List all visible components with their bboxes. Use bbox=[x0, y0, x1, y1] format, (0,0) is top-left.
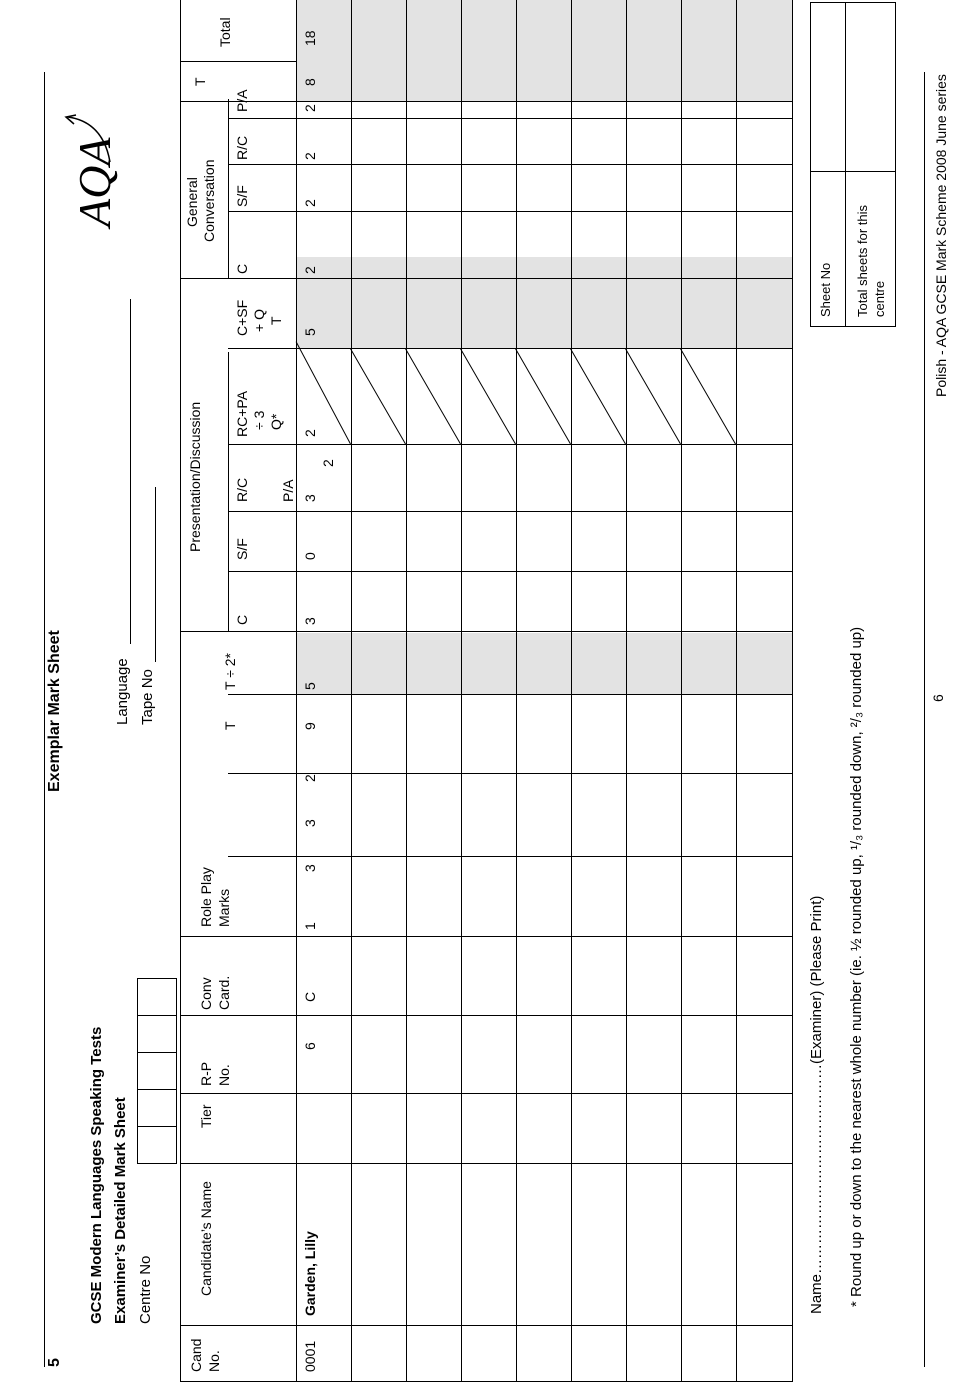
col-line bbox=[180, 1093, 792, 1094]
col-line bbox=[228, 856, 792, 857]
cell-rp-no: 6 bbox=[302, 1042, 318, 1050]
sheet-box-divider bbox=[845, 2, 846, 327]
header-line1: GCSE Modern Languages Speaking Tests bbox=[88, 1026, 105, 1324]
header-rule-left bbox=[44, 72, 45, 1367]
table-top-border bbox=[180, 0, 181, 1382]
hdr-pres-c: C bbox=[234, 614, 250, 625]
col-line bbox=[180, 278, 792, 279]
cell-rp-mark-1: 1 bbox=[302, 922, 318, 930]
hdr-presentation: Presentation/Discussion bbox=[187, 401, 203, 552]
hdr-rp-no-1: R-P bbox=[198, 1061, 214, 1086]
diagonal-slash bbox=[570, 348, 626, 444]
col-line bbox=[228, 211, 792, 212]
cell-name: Garden, Lilly bbox=[302, 1231, 318, 1316]
cell-gc-t: 8 bbox=[302, 78, 318, 86]
col-line bbox=[180, 101, 792, 102]
shade-pres-total bbox=[297, 257, 792, 349]
row-line bbox=[681, 0, 682, 1382]
hdr-pres-pa: P/A bbox=[280, 479, 296, 502]
col-line bbox=[180, 1325, 792, 1326]
row-line bbox=[461, 0, 462, 1382]
col-line bbox=[180, 631, 792, 632]
centre-no-label: Centre No bbox=[137, 1255, 154, 1324]
diagonal-slash bbox=[625, 348, 681, 444]
col-line bbox=[228, 348, 792, 349]
cell-conv-card: C bbox=[302, 991, 318, 1002]
cell-pres-pa: 2 bbox=[320, 459, 336, 467]
table-bottom-border bbox=[792, 0, 793, 1382]
hdr-pres-rcpa-3: Q* bbox=[268, 413, 284, 430]
cell-pres-rc: 3 bbox=[302, 494, 318, 502]
hdr-pres-csfq-1: C+SF bbox=[234, 299, 250, 336]
sheet-no-label: Sheet No bbox=[818, 262, 833, 317]
hdr-rp-t: T bbox=[222, 721, 238, 730]
cell-rp-t: 9 bbox=[302, 722, 318, 730]
page-number-bottom: 6 bbox=[930, 694, 946, 702]
diagonal-slash bbox=[680, 348, 736, 444]
hdr-rp-no-2: No. bbox=[216, 1064, 232, 1086]
tape-no-label: Tape No bbox=[139, 669, 156, 725]
hdr-cand-no-1: Cand bbox=[188, 1338, 204, 1372]
row-line bbox=[571, 0, 572, 1382]
shade-rp-tdiv bbox=[297, 633, 792, 695]
hdr-conv-card-1: Conv bbox=[198, 977, 214, 1010]
cell-rp-mark-3: 3 bbox=[302, 819, 318, 827]
hdr-gc-2: Conversation bbox=[201, 159, 217, 242]
col-line bbox=[228, 444, 792, 445]
hdr-role-play-2: Marks bbox=[216, 888, 232, 927]
cell-pres-sf: 0 bbox=[302, 552, 318, 560]
col-line bbox=[228, 571, 792, 572]
row-line bbox=[516, 0, 517, 1382]
gc-subheader-line bbox=[228, 99, 229, 279]
cell-gc-sf: 2 bbox=[302, 199, 318, 207]
cell-total: 18 bbox=[302, 30, 318, 46]
hdr-conv-card-2: Card. bbox=[216, 975, 232, 1010]
col-line bbox=[228, 164, 792, 165]
col-line bbox=[180, 936, 792, 937]
tape-no-field[interactable] bbox=[155, 487, 156, 662]
pres-subheader-line bbox=[228, 352, 229, 632]
cell-gc-c: 2 bbox=[302, 266, 318, 274]
centre-no-box-5[interactable] bbox=[137, 978, 177, 1016]
cell-rp-mark-4: 2 bbox=[302, 774, 318, 782]
cell-cand-no: 0001 bbox=[302, 1340, 318, 1372]
cell-rp-mark-2: 3 bbox=[302, 864, 318, 872]
hdr-gc-sf: S/F bbox=[234, 185, 250, 207]
total-sheets-label-1: Total sheets for this bbox=[855, 205, 870, 317]
col-line bbox=[228, 511, 792, 512]
row-line bbox=[351, 0, 352, 1382]
shade-gc-t bbox=[297, 0, 792, 102]
diagonal-slash bbox=[515, 348, 571, 444]
col-line bbox=[180, 1163, 792, 1164]
row-line bbox=[736, 0, 737, 1382]
header-line2: Examiner’s Detailed Mark Sheet bbox=[112, 1097, 129, 1324]
col-line bbox=[180, 1015, 792, 1016]
examiner-name-line[interactable]: Name……………………………………(Examiner) (Please Print) bbox=[808, 895, 825, 1314]
cell-gc-rc: 2 bbox=[302, 152, 318, 160]
hdr-candidate-name: Candidate’s Name bbox=[198, 1181, 214, 1296]
centre-no-box-1[interactable] bbox=[137, 1126, 177, 1164]
col-line bbox=[180, 61, 297, 62]
hdr-rp-tdiv: T ÷ 2* bbox=[222, 653, 238, 690]
aqa-logo-text: AQA bbox=[69, 137, 118, 227]
col-line bbox=[228, 118, 792, 119]
hdr-gc-c: C bbox=[234, 263, 250, 274]
running-head: Polish - AQA GCSE Mark Scheme 2008 June series bbox=[933, 74, 949, 397]
cell-rp-tdiv: 5 bbox=[302, 682, 318, 690]
hdr-pres-rcpa-1: RC+PA bbox=[234, 390, 250, 437]
aqa-logo bbox=[58, 112, 123, 232]
diagonal-slash bbox=[350, 348, 406, 444]
row-line bbox=[406, 0, 407, 1382]
language-label: Language bbox=[114, 658, 131, 725]
hdr-gc-t: T bbox=[192, 77, 208, 86]
diagonal-slash bbox=[460, 348, 516, 444]
hdr-pres-csfq-3: T bbox=[268, 316, 284, 325]
sheet-title: Exemplar Mark Sheet bbox=[46, 630, 63, 792]
hdr-gc-pa: P/A bbox=[234, 89, 250, 112]
language-field[interactable] bbox=[130, 299, 131, 644]
row-line bbox=[626, 0, 627, 1382]
diagonal-slash bbox=[405, 348, 461, 444]
centre-no-box-2[interactable] bbox=[137, 1089, 177, 1127]
centre-no-box-4[interactable] bbox=[137, 1015, 177, 1053]
cell-pres-c: 3 bbox=[302, 617, 318, 625]
hdr-pres-csfq-2: + Q bbox=[251, 309, 267, 332]
hdr-role-play-1: Role Play bbox=[198, 867, 214, 927]
hdr-total: Total bbox=[217, 17, 233, 47]
col-line bbox=[228, 694, 792, 695]
hdr-tier: Tier bbox=[198, 1104, 214, 1128]
header-bottom-border bbox=[296, 0, 297, 1382]
sheet-box-vdivider bbox=[810, 171, 896, 172]
hdr-gc-1: General bbox=[184, 177, 200, 227]
centre-no-box-3[interactable] bbox=[137, 1052, 177, 1090]
hdr-cand-no-2: No. bbox=[206, 1350, 222, 1372]
cell-pres-total: 5 bbox=[302, 328, 318, 336]
footer-rule bbox=[924, 72, 925, 1367]
cell-gc-pa: 2 bbox=[302, 104, 318, 112]
rounding-note: * Round up or down to the nearest whole number (ie. ½ rounded up, ¹/₃ rounded down, ²/₃ rounded up) bbox=[848, 626, 865, 1307]
total-sheets-label-2: centre bbox=[872, 280, 887, 317]
cell-pres-q: 2 bbox=[302, 429, 318, 437]
hdr-pres-sf: S/F bbox=[234, 538, 250, 560]
hdr-pres-rc: R/C bbox=[234, 477, 250, 502]
hdr-pres-rcpa-2: ÷ 3 bbox=[251, 410, 267, 430]
page-number-top: 5 bbox=[46, 1358, 63, 1367]
hdr-gc-rc: R/C bbox=[234, 135, 250, 160]
